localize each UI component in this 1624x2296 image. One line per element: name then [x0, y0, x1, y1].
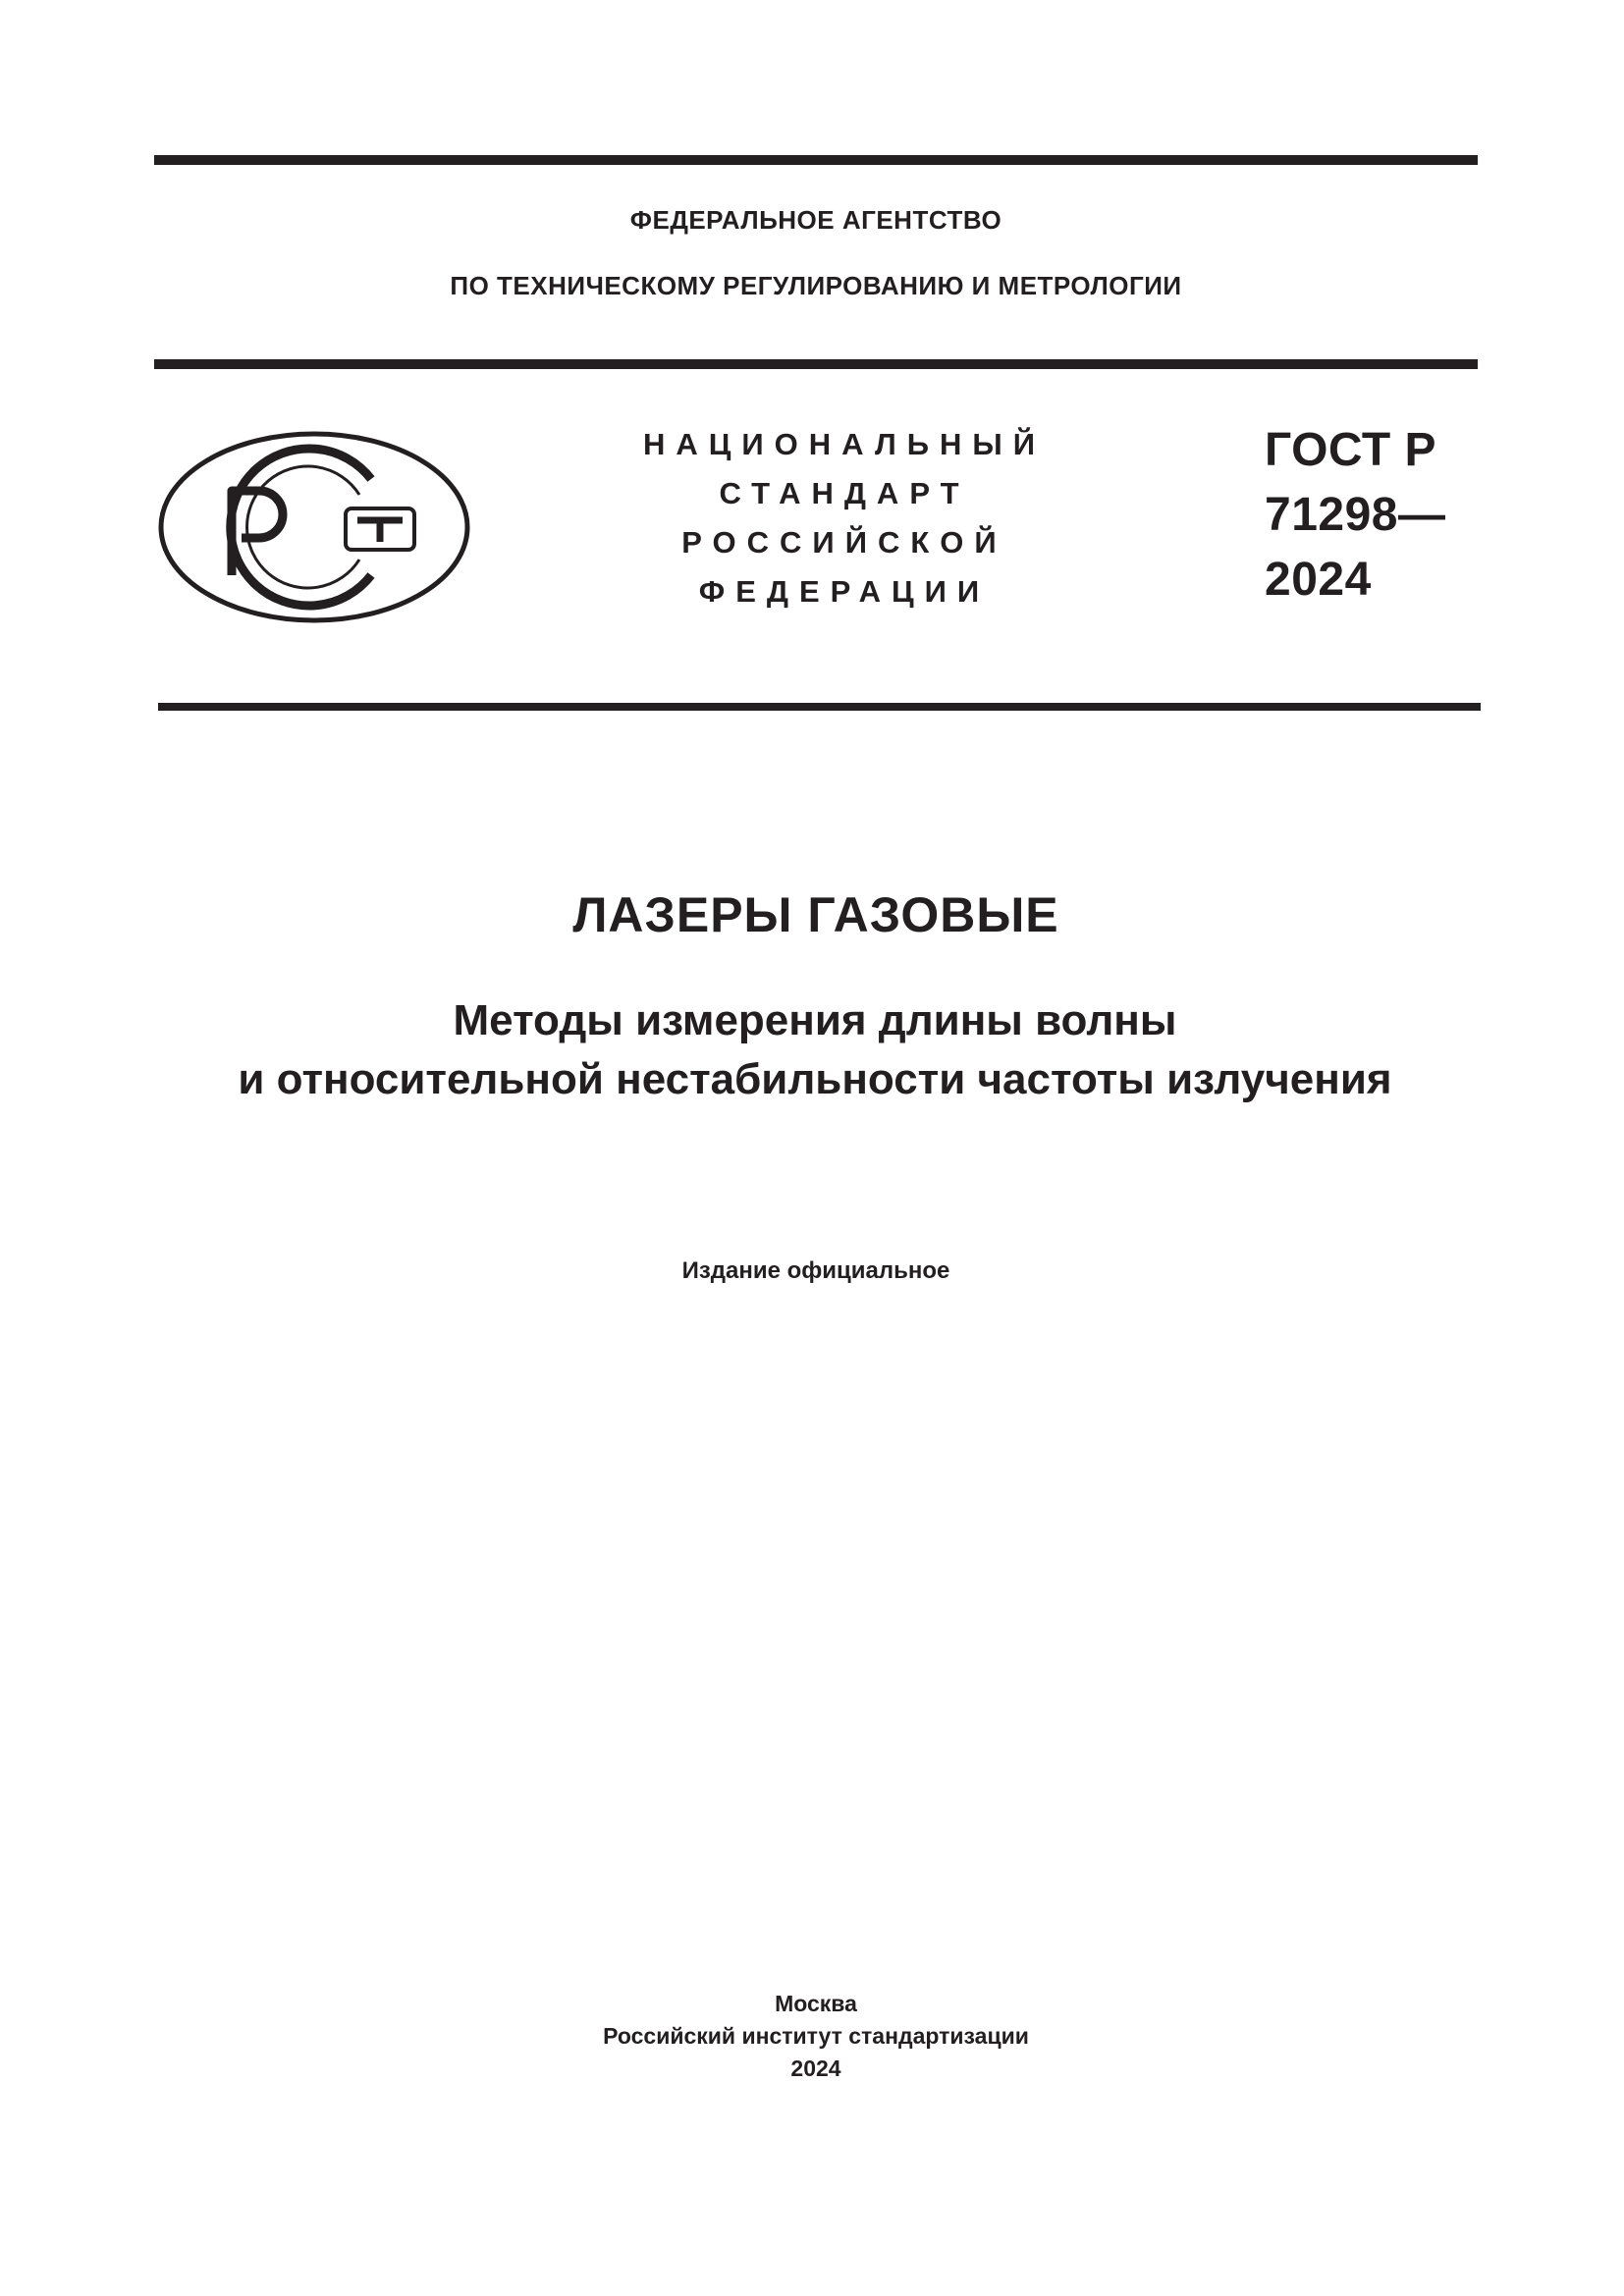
- standard-number-line: 2024: [1265, 554, 1372, 606]
- imprint-publisher: Российский институт стандартизации: [603, 2023, 1029, 2049]
- edition-label: Издание официальное: [681, 1257, 950, 1284]
- top-divider: [154, 155, 1478, 165]
- document-subtitle-line: и относительной нестабильности частоты излучения: [238, 1055, 1392, 1103]
- document-subtitle-line: Методы измерения длины волны: [453, 996, 1177, 1044]
- national-standard-line: СТАНДАРТ: [719, 476, 970, 510]
- standard-number-line: 71298—: [1265, 489, 1446, 541]
- header-divider: [154, 359, 1478, 369]
- imprint: [154, 1988, 1478, 2085]
- imprint-city: Москва: [775, 1991, 857, 2016]
- title-block-divider: [158, 703, 1481, 711]
- national-standard-label: [628, 420, 1060, 616]
- agency-name-line-1: ФЕДЕРАЛЬНОЕ АГЕНТСТВО: [629, 205, 1002, 235]
- national-standard-line: НАЦИОНАЛЬНЫЙ: [642, 427, 1047, 461]
- imprint-year: 2024: [790, 2056, 841, 2081]
- rst-conformity-mark-icon: [157, 430, 471, 624]
- standard-number-line: ГОСТ Р: [1265, 424, 1437, 476]
- national-standard-line: ФЕДЕРАЦИИ: [698, 574, 991, 609]
- national-standard-line: РОССИЙСКОЙ: [681, 525, 1007, 560]
- document-title: ЛАЗЕРЫ ГАЗОВЫЕ: [572, 887, 1059, 942]
- document-subtitle: [137, 991, 1492, 1109]
- standard-number: [1265, 418, 1445, 613]
- agency-name-line-2: ПО ТЕХНИЧЕСКОМУ РЕГУЛИРОВАНИЮ И МЕТРОЛОГИИ: [450, 271, 1182, 300]
